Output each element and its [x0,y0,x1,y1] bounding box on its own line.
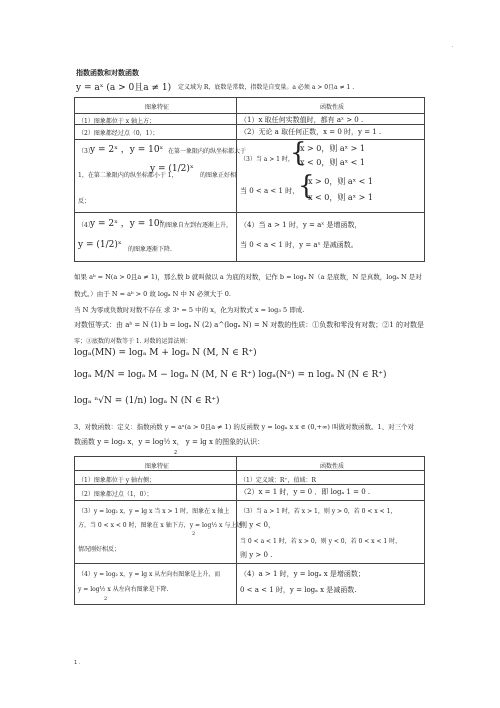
table2-row4-left-b: y = log½ x 从左向右图象是下降. [78,586,169,593]
table1-row3-right-case1: （3）当 a > 1 时， [240,156,294,163]
table2-row3-left-c: 情况刚好相反； [78,546,121,553]
table1-row4-left-text2: 的图象逐渐下降. [128,246,172,253]
table1-row1-left: （1）图象都位于 x 轴上方； [78,118,156,125]
table2-row1-right: （1）定义域：R⁺，值域：R [240,477,317,484]
table2-row1-left: （1）图象都位于 y 轴右侧； [78,477,156,484]
table1-row3-right-case2: 当 0 < a < 1 时， [240,187,300,195]
table2-row3-right-c: 当 0 < a < 1 时，若 x > 0，则 y < 0，若 0 < x < 1 时， [240,538,402,545]
table2-row4-left-a: （4）y = log₂ x，y = lg x 从左向右图象是上升，而 [78,571,221,578]
log-def-line3: 当 N 为零或负数时对数不存在 求 3ˣ = 5 中的 x，化为对数式 x = log₃ 5 即成. [74,306,305,314]
table1-row3-left-num: （3） [78,148,94,155]
log-identity-line: 对数恒等式：由 aᵇ = N (1) b = logₐ N (2) a^(logₐ N) = N 对数的性质：①负数和零没有对数；②1 的对数是 [74,321,424,329]
table1-row3-left-formula2: y = (1/2)ˣ [150,164,194,174]
table1-row3-left-formula: y = 2ˣ ，y = 10ˣ [90,145,164,155]
table1-header-left: 图象特征 [145,104,170,111]
table2-row3-right-d: 则 y > 0 . [240,551,273,559]
table2-row4-right-b: 0 < a < 1 时，y = logₐ x 是减函数. [240,586,357,594]
table2-row4-left-sub: 2 [104,596,108,602]
table2-row3-left-a: （3）y = log₂ x，y = lg x 当 x > 1 时，图象在 x 轴上 [78,508,230,515]
page-number: 1 . [74,660,81,666]
table1-row3-left-text2: 1，在第二象限内的纵坐标都小于 1， [78,172,178,179]
log-function-graphs-line: 数函数 y = log₂ x，y = log½ x， y = lg x 的图象的认识： [74,438,265,446]
table1-row3-right-c2: x < 0，则 aˣ > 1 [308,193,373,202]
log-function-def-line: 3、对数函数：定义：指数函数 y = aˣ(a > 0且a ≠ 1) 的反函数 y = logₐ x x ∈ (0,+∞) 叫做对数函数。1、对三个对 [74,423,415,431]
table1-row4-right-a: （4）当 a > 1 时，y = aˣ 是增函数， [240,221,362,229]
table1-row4-left-text1: 的图象自左到右逐渐上升， [160,222,233,229]
table2-row3-left-sub: 2 [192,531,196,537]
log-rule-quotient-power: logₐ M/N = logₐ M − logₐ N (M, N ∈ R⁺) logₐ(Nⁿ) = n logₐ N (N ∈ R⁺) [74,370,387,380]
table1-row4-left-formula: y = 2ˣ ，y = 10ˣ [90,219,164,229]
table1-row4-left-num: （4） [78,222,94,229]
table1-row3-left-text3: 的图象正好相 [200,172,237,179]
table1-row2-right: （2）无论 a 取任何正数，x = 0 时，y = 1 . [240,128,382,136]
table1-row2-left: （2）图象都经过点（0，1）； [78,130,159,137]
subscript-half: 2 [174,450,178,456]
table1-row3-left-text1: 在第一象限内的纵坐标都大于 [168,148,247,155]
table2-row4-right-a: （4）a > 1 时，y = logₐ x 是增函数； [240,570,365,578]
log-def-line2: 数式。）由于 N = aᵇ > 0 故 logₐ N 中 N 必须大于 0. [74,290,231,298]
left-brace-icon: { [298,171,315,201]
log-rule-product: logₐ(MN) = logₐ M + logₐ N (M, N ∈ R⁺) [74,348,257,358]
table1-row4-left-formula2: y = (1/2)ˣ [78,240,122,250]
table1-row3-left-text4: 反； [78,198,91,205]
left-brace-icon: { [290,138,307,168]
table2-row3-right-a: （3）当 a > 1 时，若 x > 1，则 y > 0，若 0 < x < 1， [240,508,397,515]
table1-row3-right-b2: x < 0，则 aˣ < 1 [300,158,365,167]
table2-row3-left-b: 方，当 0 < x < 0 时，图象在 x 轴下方，y = log½ x 与上述 [78,522,243,529]
table1-row3-right-b1: x > 0，则 aˣ > 1 [300,144,365,153]
table1-header-right: 函数性质 [320,104,345,111]
table2-row2-left: （2）图象都过点（1，0）； [78,491,153,498]
log-rule-root: logₐ ⁿ√N = (1/n) logₐ N (N ∈ R⁺) [74,396,220,406]
section-title: 指数函数和对数函数 [76,69,139,77]
table1-row3-right-c1: x > 0，则 aˣ < 1 [308,177,373,186]
table1-row4-right-b: 当 0 < a < 1 时，y = aˣ 是减函数。 [240,241,358,249]
table2-header-right: 函数性质 [320,463,345,470]
table1-row1-right: （1）x 取任何实数值时，都有 aˣ > 0 . [240,116,364,124]
log-property-line: 零；③底数的对数等于 1. 对数的运算法则： [74,338,192,345]
table2-row2-right: （2）x = 1 时，y = 0 ．即 logₐ 1 = 0 . [240,488,371,496]
log-def-line1: 如果 aᵇ = N(a > 0且a ≠ 1)，那么数 b 就叫做以 a 为底的对数，记作 b = logₐ N（a 是底数，N 是真数，logₐ N 是对 [74,273,422,281]
table2-header-left: 图象特征 [145,463,170,470]
table2-row3-right-b: 则 y < 0， [240,521,275,529]
exp-def-formula: y = aˣ (a > 0且a ≠ 1) [76,83,172,93]
top-right-mark: . [452,43,454,49]
exp-def-text: 定义域为 R，底数是常数，指数是自变量。a 必须 a > 0且a ≠ 1 . [178,84,355,91]
